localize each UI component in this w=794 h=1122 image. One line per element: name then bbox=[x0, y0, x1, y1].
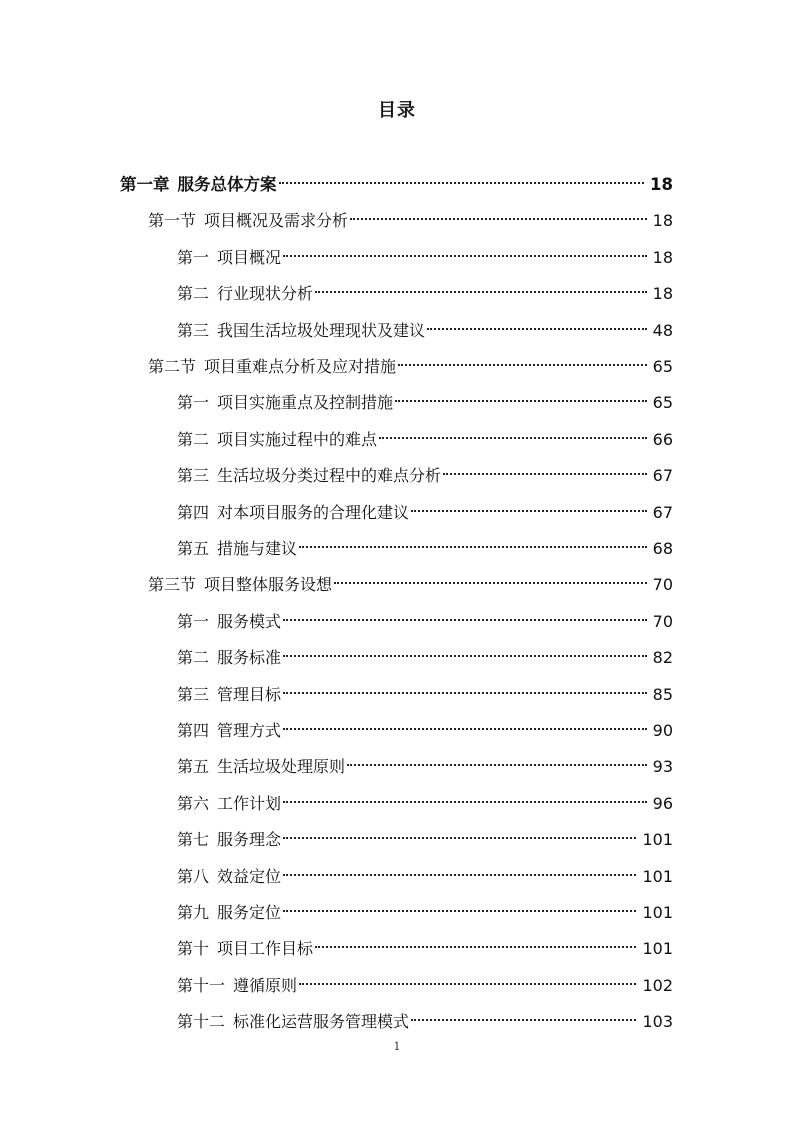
toc-entry-label: 措施与建议 bbox=[217, 539, 298, 558]
toc-entry-item[interactable] bbox=[177, 746, 673, 777]
toc-entry-page: 103 bbox=[642, 1012, 673, 1032]
toc-entry-item[interactable] bbox=[177, 674, 673, 704]
toc-entry-page: 101 bbox=[642, 939, 673, 959]
toc-entry-label: 管理目标 bbox=[217, 684, 282, 704]
toc-entry-chapter[interactable] bbox=[120, 164, 673, 194]
toc-entry-page: 48 bbox=[652, 320, 673, 340]
toc-entry-prefix: 第三 bbox=[177, 466, 210, 486]
toc-entry-page: 85 bbox=[652, 684, 673, 704]
dot-leader bbox=[313, 273, 647, 299]
toc-entry-prefix: 第九 bbox=[177, 903, 210, 922]
toc-entry-label: 项目工作目标 bbox=[217, 939, 314, 959]
toc-entry-label: 行业现状分析 bbox=[217, 284, 314, 304]
dot-leader bbox=[281, 710, 647, 736]
page-number: 1 bbox=[393, 1040, 401, 1053]
toc-entry-prefix: 第二节 bbox=[148, 357, 197, 376]
toc-entry-page: 18 bbox=[652, 247, 673, 267]
toc-entry-page: 101 bbox=[642, 866, 673, 886]
toc-entry-item[interactable] bbox=[177, 310, 673, 340]
toc-entry-page: 65 bbox=[652, 393, 673, 413]
toc-entry-item[interactable] bbox=[177, 819, 673, 850]
dot-leader bbox=[393, 382, 647, 408]
toc-entry-item[interactable] bbox=[177, 1001, 673, 1032]
dot-leader bbox=[345, 746, 647, 772]
dot-leader bbox=[441, 455, 647, 481]
toc-entry-item[interactable] bbox=[177, 637, 673, 668]
toc-entry-item[interactable] bbox=[177, 382, 673, 413]
dot-leader bbox=[281, 637, 647, 663]
toc-entry-label: 服务模式 bbox=[217, 611, 282, 631]
toc-entry-page: 90 bbox=[652, 721, 673, 740]
toc-entry-page: 18 bbox=[652, 211, 673, 231]
toc-entry-page: 101 bbox=[642, 903, 673, 922]
toc-entry-item[interactable] bbox=[177, 237, 673, 267]
dot-leader bbox=[281, 674, 647, 700]
toc-entry-label: 项目整体服务设想 bbox=[204, 575, 333, 595]
toc-entry-label: 项目实施过程中的难点 bbox=[217, 429, 378, 449]
toc-entry-prefix: 第十二 bbox=[177, 1012, 226, 1032]
toc-entry-page: 18 bbox=[652, 284, 673, 304]
toc-entry-prefix: 第七 bbox=[177, 830, 210, 850]
toc-entry-prefix: 第三 bbox=[177, 320, 210, 340]
dot-leader bbox=[409, 1001, 636, 1027]
toc-entry-item[interactable] bbox=[177, 528, 673, 558]
toc-entry-page: 66 bbox=[652, 429, 673, 449]
toc-entry-prefix: 第五 bbox=[177, 757, 210, 777]
toc-entry-page: 70 bbox=[652, 575, 673, 595]
toc-entry-item[interactable] bbox=[177, 601, 673, 631]
toc-entry-page: 96 bbox=[652, 793, 673, 813]
toc-entry-label: 生活垃圾分类过程中的难点分析 bbox=[217, 466, 442, 486]
toc-entry-section[interactable] bbox=[148, 200, 673, 231]
dot-leader bbox=[281, 783, 647, 809]
dot-leader bbox=[297, 965, 636, 991]
toc-entry-label: 管理方式 bbox=[217, 721, 282, 740]
toc-entry-prefix: 第五 bbox=[177, 539, 210, 558]
dot-leader bbox=[425, 310, 647, 336]
toc-entry-item[interactable] bbox=[177, 492, 673, 522]
toc-entry-label: 工作计划 bbox=[217, 793, 282, 813]
dot-leader bbox=[297, 528, 647, 554]
toc-entry-page: 70 bbox=[652, 611, 673, 631]
toc-entry-page: 67 bbox=[652, 502, 673, 522]
toc-entry-item[interactable] bbox=[177, 965, 673, 995]
dot-leader bbox=[332, 564, 647, 590]
toc-entry-label: 标准化运营服务管理模式 bbox=[233, 1012, 410, 1032]
toc-entry-page: 101 bbox=[642, 830, 673, 850]
toc-entry-prefix: 第八 bbox=[177, 866, 210, 886]
dot-leader bbox=[348, 200, 647, 226]
dot-leader bbox=[277, 164, 645, 190]
toc-entry-prefix: 第十 bbox=[177, 939, 210, 959]
toc-entry-label: 我国生活垃圾处理现状及建议 bbox=[217, 320, 426, 340]
toc-entry-prefix: 第四 bbox=[177, 721, 210, 740]
toc-entry-label: 服务总体方案 bbox=[177, 175, 277, 194]
toc-entry-label: 项目概况及需求分析 bbox=[204, 211, 349, 231]
toc-entry-prefix: 第六 bbox=[177, 793, 210, 813]
toc-entry-prefix: 第一 bbox=[177, 611, 210, 631]
toc-entry-page: 102 bbox=[642, 975, 673, 995]
toc-entry-item[interactable] bbox=[177, 710, 673, 740]
toc-entry-prefix: 第二 bbox=[177, 284, 210, 304]
toc-entry-item[interactable] bbox=[177, 928, 673, 959]
toc-entry-prefix: 第一节 bbox=[148, 211, 197, 231]
toc-entry-prefix: 第三 bbox=[177, 684, 210, 704]
dot-leader bbox=[281, 892, 636, 918]
toc-entry-label: 效益定位 bbox=[217, 866, 282, 886]
toc-entry-section[interactable] bbox=[148, 346, 673, 376]
toc-entry-item[interactable] bbox=[177, 892, 673, 922]
toc-entry-label: 服务理念 bbox=[217, 830, 282, 850]
toc-entry-label: 遵循原则 bbox=[233, 975, 298, 995]
dot-leader bbox=[409, 492, 647, 518]
dot-leader bbox=[313, 928, 636, 954]
toc-entry-label: 生活垃圾处理原则 bbox=[217, 757, 346, 777]
toc-entry-page: 68 bbox=[652, 539, 673, 558]
toc-entry-prefix: 第四 bbox=[177, 502, 210, 522]
toc-entry-prefix: 第一章 bbox=[120, 175, 170, 194]
dot-leader bbox=[281, 856, 636, 882]
toc-entry-label: 项目实施重点及控制措施 bbox=[217, 393, 394, 413]
toc-entry-item[interactable] bbox=[177, 856, 673, 886]
toc-entry-item[interactable] bbox=[177, 419, 673, 449]
toc-entry-label: 项目概况 bbox=[217, 247, 282, 267]
toc-entry-section[interactable] bbox=[148, 564, 673, 595]
toc-entry-page: 65 bbox=[652, 357, 673, 376]
toc-entry-prefix: 第十一 bbox=[177, 975, 226, 995]
toc-entry-prefix: 第二 bbox=[177, 648, 210, 668]
toc-entry-prefix: 第三节 bbox=[148, 575, 197, 595]
toc-entry-item[interactable] bbox=[177, 783, 673, 813]
toc-title: 目录 bbox=[378, 100, 416, 121]
dot-leader bbox=[281, 601, 647, 627]
toc-entry-page: 82 bbox=[652, 648, 673, 668]
toc-entry-label: 对本项目服务的合理化建议 bbox=[217, 502, 410, 522]
dot-leader bbox=[281, 819, 636, 845]
toc-entry-prefix: 第二 bbox=[177, 429, 210, 449]
toc-entry-label: 项目重难点分析及应对措施 bbox=[204, 357, 397, 376]
toc-entry-item[interactable] bbox=[177, 455, 673, 486]
toc-entry-label: 服务定位 bbox=[217, 903, 282, 922]
dot-leader bbox=[396, 346, 647, 372]
toc-entry-page: 93 bbox=[652, 757, 673, 777]
toc-entry-prefix: 第一 bbox=[177, 393, 210, 413]
toc-entry-page: 18 bbox=[650, 175, 673, 194]
toc-entry-prefix: 第一 bbox=[177, 247, 210, 267]
dot-leader bbox=[377, 419, 647, 445]
dot-leader bbox=[281, 237, 647, 263]
toc-entry-label: 服务标准 bbox=[217, 648, 282, 668]
toc-entry-item[interactable] bbox=[177, 273, 673, 304]
toc-entry-page: 67 bbox=[652, 466, 673, 486]
